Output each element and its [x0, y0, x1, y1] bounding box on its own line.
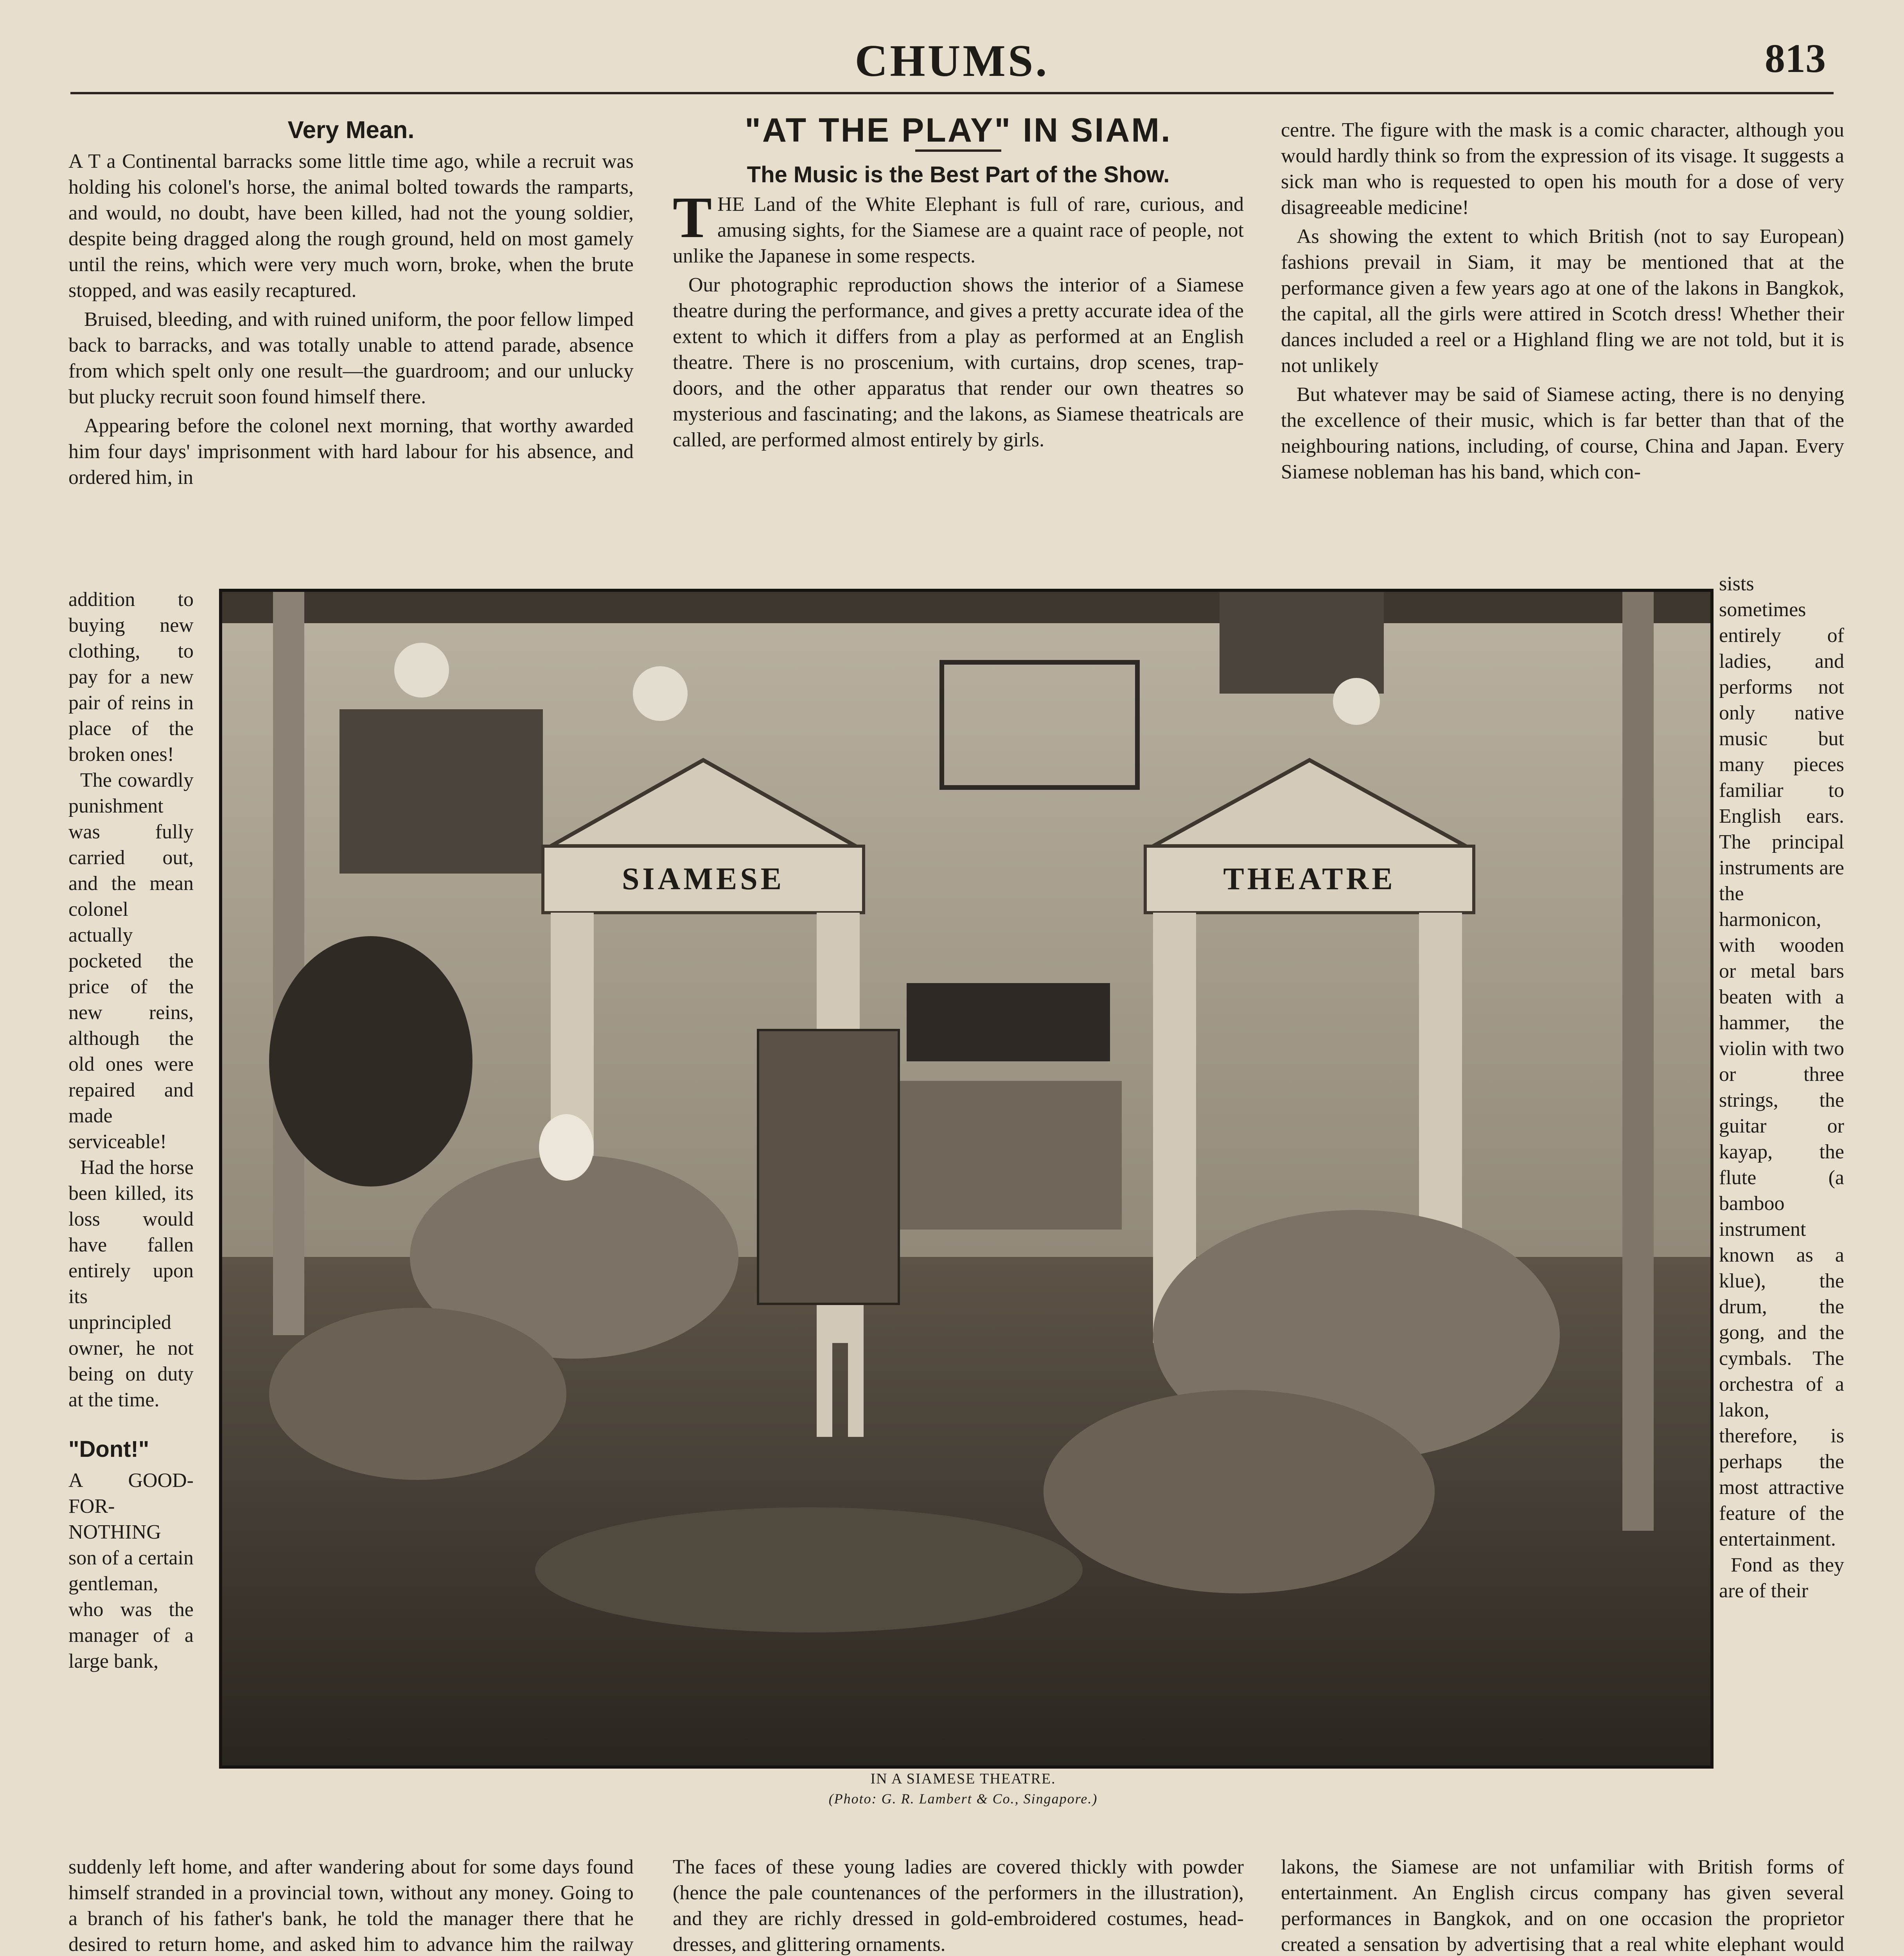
column-2-top [673, 111, 1244, 456]
column-1-bottom [68, 1854, 634, 1956]
lamp-1 [394, 643, 449, 698]
window-left [339, 709, 543, 874]
paragraph: A GOOD-FOR-NOTHING son of a certain gentleman, who was the manager of a large bank, [68, 1469, 194, 1672]
performer-leg-right [848, 1304, 864, 1437]
photo-credit: (Photo: G. R. Lambert & Co., Singapore.) [828, 1791, 1098, 1807]
paragraph: As showing the extent to which British (not to say European) fashions prevail in Siam, it may be mentioned that at the performance given a few years ago at one of the lakons in Bangkok, the capital, all the girls were attired in Scotch dress! Whether their dances included a reel or a Highland fling we are not told, but it is not unlikely [1281, 225, 1844, 377]
reclining-figures [535, 1507, 1083, 1632]
paragraph: HE Land of the White Elephant is full of rare, curious, and amusing sights, for the Siamese are a quaint race of people, not unlike the Japanese in some respects. [673, 193, 1244, 267]
column-3-narrow [1719, 571, 1844, 1604]
paragraph: The cowardly punishment was fully carried out, and the mean colonel actually pocketed the price of the new reins, although the old ones were repaired and made serviceable! [68, 769, 194, 1153]
paragraph: But whatever may be said of Siamese acting, there is no denying the excellence of their music, which is far better than that of the neighbouring nations, including, of course, China and Japan. Every Siamese nobleman has his band, which con- [1281, 383, 1844, 483]
magazine-title: CHUMS. [855, 36, 1049, 86]
pillar-left [273, 592, 304, 1335]
column-3-bottom [1281, 1854, 1844, 1956]
canopy [907, 983, 1110, 1061]
sign-left-text: SIAMESE [621, 862, 785, 896]
drop-cap: T [673, 185, 712, 250]
article-title: "AT THE PLAY" IN SIAM. [745, 111, 1172, 149]
paragraph: The faces of these young ladies are covered thickly with powder (hence the pale countenances of the performers in the illustration), and they are richly dressed in gold-embroidered costumes, head-dresses, and glittering ornaments. [673, 1856, 1244, 1956]
paragraph: centre. The figure with the mask is a comic character, although you would hardly think so from the expression of its visage. It suggests a sick man who is requested to open his mouth for a dose of very disagreeable medicine! [1281, 119, 1844, 219]
lamp-3 [1333, 678, 1380, 725]
photo-caption [219, 1770, 1707, 1807]
lamp-2 [633, 666, 688, 721]
paragraph: Our photographic reproduction shows the interior of a Siamese theatre during the performance, and gives a pretty accurate idea of the extent to which it differs from a play as performed at an English theatre. There is no proscenium, with curtains, drop scenes, trap-doors, and the other apparatus that render our own theatres so mysterious and fascinating; and the lakons, as Siamese theatricals are called, are performed almost entirely by girls. [673, 274, 1244, 451]
paragraph: A T a Continental barracks some little time ago, while a recruit was holding his colonel's horse, the animal bolted towards the ramparts, and would, no doubt, have been killed, had not the young soldier, despite being dragged along the rough ground, held on most gamely until the reins, which were very much worn, broke, when the brute stopped, and was easily recaptured. [68, 150, 634, 302]
header-rule [70, 92, 1834, 94]
title-rule [915, 149, 1001, 152]
paragraph: addition to buying new clothing, to pay for a new pair of reins in place of the broken ones! [68, 588, 194, 766]
dais [895, 1081, 1122, 1230]
potted-plant [269, 936, 472, 1187]
paragraph: Fond as they are of their [1719, 1554, 1844, 1602]
dancers-group-left-front [269, 1308, 566, 1480]
caption-text: IN A SIAMESE THEATRE. [870, 1771, 1056, 1787]
theatre-photograph-svg [222, 592, 1710, 1765]
column-1-top [68, 117, 634, 494]
article-subhead: The Music is the Best Part of the Show. [747, 162, 1170, 187]
article-heading-dont: "Dont!" [68, 1436, 149, 1462]
ceiling-beam [222, 592, 1710, 623]
paragraph: Had the horse been killed, its loss would have fallen entirely upon its unprincipled owner, he not being on duty at the time. [68, 1156, 194, 1411]
dancers-group-right-front [1044, 1390, 1435, 1593]
paragraph: suddenly left home, and after wandering about for some days found himself stranded in a provincial town, without any money. Going to a branch of his father's bank, he told the manager there that he desired to return home, and asked him to advance him the railway [68, 1856, 634, 1956]
masked-figure-head [539, 1114, 594, 1181]
article-heading-very-mean: Very Mean. [287, 117, 415, 144]
theatre-photograph [219, 589, 1714, 1769]
column-1-narrow [68, 587, 194, 1674]
screen-panel [758, 1030, 899, 1304]
paragraph: Bruised, bleeding, and with ruined uniform, the poor fellow limped back to barracks, and was totally unable to attend parade, absence from which spelt only one result—the guardroom; and our unlucky but plucky recruit soon found himself there. [68, 308, 634, 408]
pillar-right [1622, 592, 1654, 1531]
paragraph: Appearing before the colonel next morning, that worthy awarded him four days' imprisonment with hard labour for his absence, and ordered him, in [68, 415, 634, 489]
paragraph: sists sometimes entirely of ladies, and performs not only native music but many pieces familiar to English ears. The principal instruments are the harmonicon, with wooden or metal bars beaten with a hammer, the violin with two or three strings, the guitar or kayap, the flute (a bamboo instrument known as a klue), the drum, the gong, and the cymbals. The orchestra of a lakon, therefore, is perhaps the most attractive feature of the entertainment. [1719, 573, 1844, 1550]
sign-right-text: THEATRE [1223, 862, 1396, 896]
paragraph: lakons, the Siamese are not unfamiliar with British forms of entertainment. An English circus company has given several performances in Bangkok, and on one occasion the proprietor created a sensation by advertising that a real white elephant would [1281, 1856, 1844, 1956]
page-number: 813 [1765, 36, 1826, 81]
column-2-bottom [673, 1854, 1244, 1956]
column-3-top [1281, 117, 1844, 488]
performer-leg-left [817, 1304, 832, 1437]
